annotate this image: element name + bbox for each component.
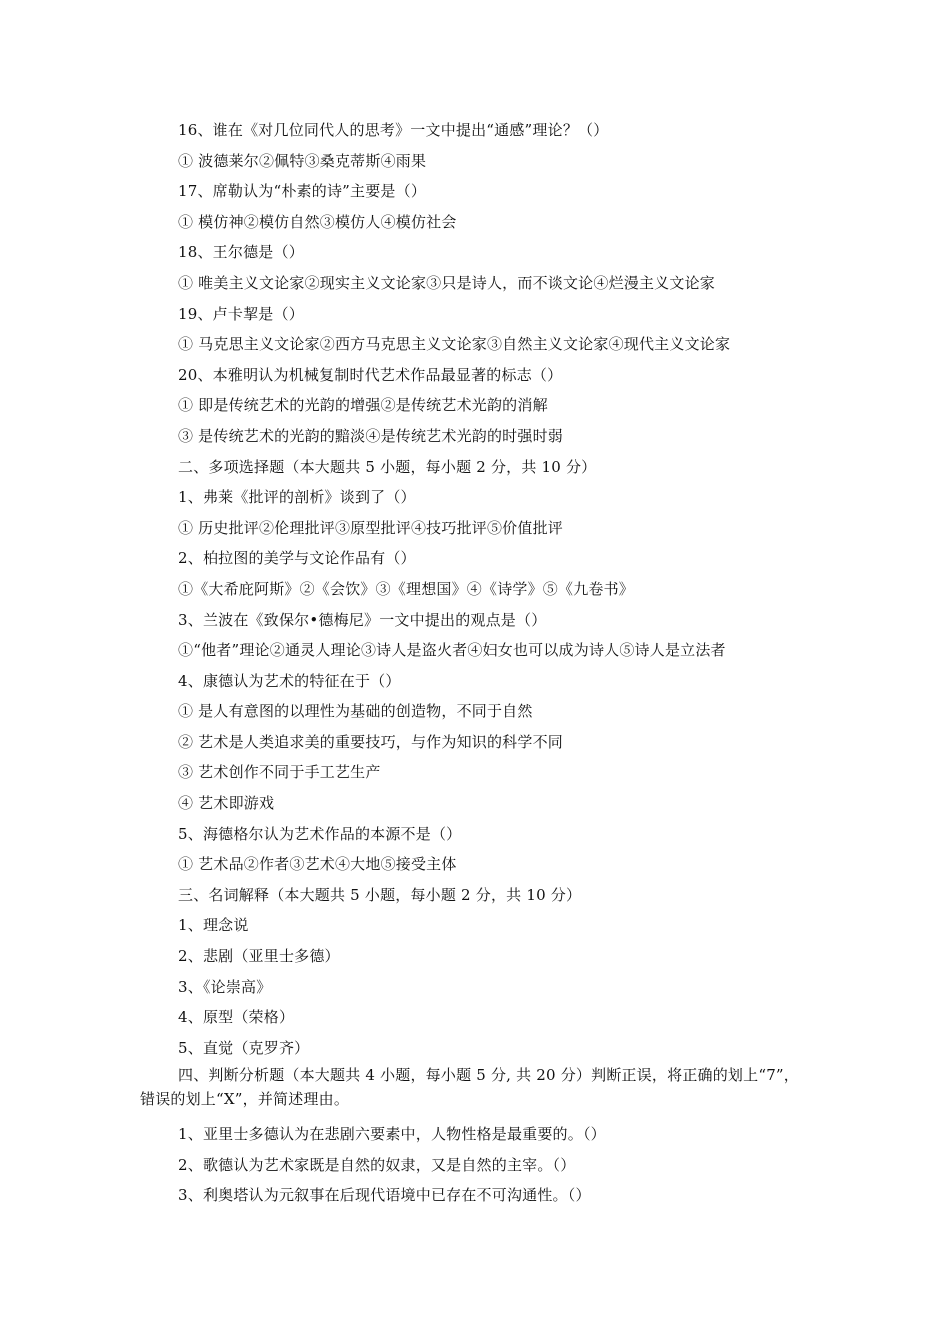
multi-question-5-options: ① 艺术品②作者③艺术④大地⑤接受主体: [178, 855, 457, 874]
term-1: 1、理念说: [178, 916, 249, 935]
multi-question-5: 5、海德格尔认为艺术作品的本源不是（）: [178, 824, 462, 843]
question-20-options-a: ① 即是传统艺术的光韵的增强②是传统艺术光韵的消解: [178, 396, 548, 415]
multi-question-4: 4、康德认为艺术的特征在于（）: [178, 671, 401, 690]
multi-question-1-options: ① 历史批评②伦理批评③原型批评④技巧批评⑤价值批评: [178, 518, 563, 537]
section-2-heading: 二、多项选择题（本大题共 5 小题，每小题 2 分，共 10 分）: [178, 457, 597, 476]
question-17-options: ① 模仿神②模仿自然③模仿人④模仿社会: [178, 212, 457, 231]
question-18: 18、王尔德是（）: [178, 243, 304, 262]
term-3: 3、《论崇高》: [178, 977, 272, 996]
multi-question-1: 1、弗莱《批评的剖析》谈到了（）: [178, 488, 416, 507]
question-20-options-b: ③ 是传统艺术的光韵的黯淡④是传统艺术光韵的时强时弱: [178, 426, 563, 445]
section-4-heading: 四、判断分析题（本大题共 4 小题，每小题 5 分, 共 20 分）判断正误，将正确的划上“7”，错误的划上“X”，并简述理由。: [140, 1066, 800, 1108]
multi-question-2: 2、柏拉图的美学与文论作品有（）: [178, 549, 416, 568]
judge-question-2: 2、歌德认为艺术家既是自然的奴隶，又是自然的主宰。（）: [178, 1155, 576, 1174]
multi-question-3: 3、兰波在《致保尔•德梅尼》一文中提出的观点是（）: [178, 610, 547, 629]
section-3-heading: 三、名词解释（本大题共 5 小题，每小题 2 分，共 10 分）: [178, 885, 582, 904]
multi-question-3-options: ①“他者”理论②通灵人理论③诗人是盗火者④妇女也可以成为诗人⑤诗人是立法者: [178, 641, 726, 660]
term-4: 4、原型（荣格）: [178, 1008, 295, 1027]
question-18-options: ① 唯美主义文论家②现实主义文论家③只是诗人，而不谈文论④烂漫主义文论家: [178, 273, 715, 292]
multi-question-4-option-4: ④ 艺术即游戏: [178, 794, 275, 813]
multi-question-4-option-1: ① 是人有意图的以理性为基础的创造物，不同于自然: [178, 702, 533, 721]
question-list-top: [178, 115, 808, 1063]
question-list-bottom: [178, 1119, 808, 1211]
question-16: 16、谁在《对几位同代人的思考》一文中提出“通感”理论？（）: [178, 121, 609, 139]
multi-question-2-options: ①《大希庇阿斯》②《会饮》③《理想国》④《诗学》⑤《九卷书》: [178, 579, 635, 598]
multi-question-4-option-3: ③ 艺术创作不同于手工艺生产: [178, 763, 381, 782]
multi-question-4-option-2: ② 艺术是人类追求美的重要技巧，与作为知识的科学不同: [178, 732, 563, 751]
question-17: 17、席勒认为“朴素的诗”主要是（）: [178, 182, 427, 201]
question-19-options: ① 马克思主义文论家②西方马克思主义文论家③自然主义文论家④现代主义文论家: [178, 335, 731, 354]
term-2: 2、悲剧（亚里士多德）: [178, 947, 340, 966]
question-19: 19、卢卡挈是（）: [178, 304, 304, 323]
judge-question-3: 3、利奥塔认为元叙事在后现代语境中已存在不可沟通性。（）: [178, 1186, 591, 1205]
judge-question-1: 1、亚里士多德认为在悲剧六要素中，人物性格是最重要的。（）: [178, 1125, 606, 1143]
question-16-options: ① 波德莱尔②佩特③桑克蒂斯④雨果: [178, 151, 427, 170]
question-20: 20、本雅明认为机械复制时代艺术作品最显著的标志（）: [178, 365, 563, 384]
term-5: 5、直觉（克罗齐）: [178, 1038, 310, 1057]
